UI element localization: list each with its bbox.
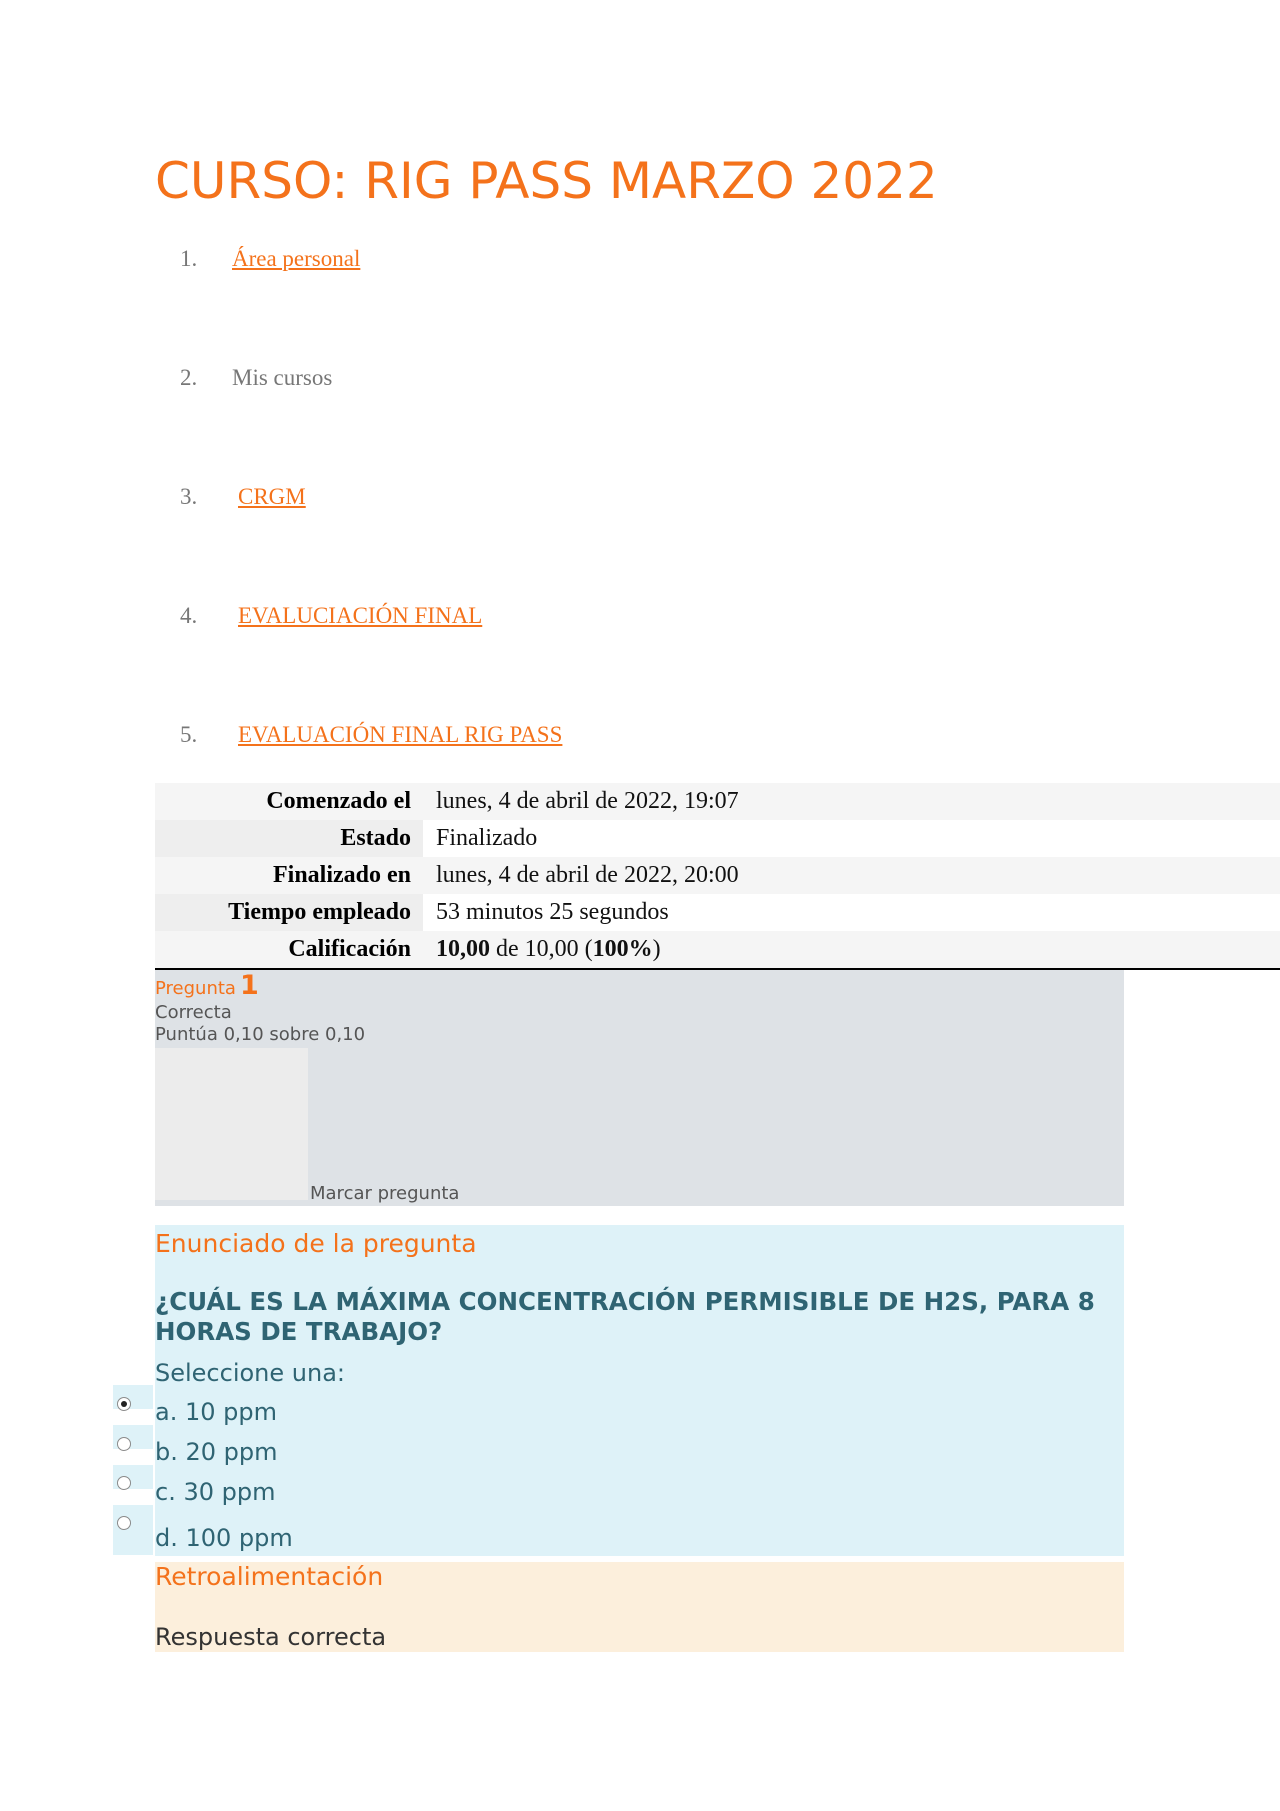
answer-radio-b[interactable] [117, 1437, 131, 1451]
question-number [155, 970, 259, 1001]
question-formulation [155, 1225, 1124, 1556]
summary-row-time [155, 894, 1280, 931]
breadcrumb-item-evaluacion-rig-pass [180, 722, 562, 748]
feedback-heading: Retroalimentación [155, 1562, 384, 1591]
question-label: Pregunta [155, 978, 236, 999]
evaluacion-rig-pass-link[interactable]: EVALUACIÓN FINAL RIG PASS [238, 722, 563, 747]
grade-percent: 100% [592, 936, 653, 962]
summary-label: Estado [155, 820, 423, 857]
question-number-value: 1 [239, 970, 259, 1001]
question-heading: Enunciado de la pregunta [155, 1229, 477, 1258]
summary-value: Finalizado [423, 820, 1280, 857]
summary-row-finished [155, 857, 1280, 894]
question-text: ¿CUÁL ES LA MÁXIMA CONCENTRACIÓN PERMISIBLE DE H2S, PARA 8 HORAS DE TRABAJO? [155, 1287, 1095, 1346]
grade-score: 10,00 [436, 936, 490, 962]
evaluacion-final-link[interactable]: EVALUCIACIÓN FINAL [238, 603, 483, 628]
summary-label: Comenzado el [155, 783, 423, 820]
answer-radio-c[interactable] [117, 1476, 131, 1490]
summary-label: Finalizado en [155, 857, 423, 894]
feedback-panel [155, 1562, 1124, 1652]
answer-option-d[interactable]: d. 100 ppm [155, 1524, 293, 1552]
summary-label: Tiempo empleado [155, 894, 423, 931]
breadcrumb-number: 2. [180, 365, 198, 390]
summary-row-grade [155, 931, 1280, 969]
flag-box [155, 1048, 308, 1200]
summary-value [423, 931, 1280, 969]
area-personal-link[interactable]: Área personal [232, 246, 361, 271]
answer-prompt: Seleccione una: [155, 1359, 345, 1387]
flag-question-link[interactable]: Marcar pregunta [310, 1183, 460, 1204]
question-grade: Puntúa 0,10 sobre 0,10 [155, 1024, 366, 1045]
breadcrumb-item-mis-cursos [180, 365, 332, 391]
breadcrumb-item-crgm [180, 484, 306, 510]
breadcrumb-number: 1. [180, 246, 198, 271]
answer-option-a[interactable]: a. 10 ppm [155, 1398, 277, 1426]
grade-of: de 10,00 ( [490, 936, 593, 962]
answer-radio-d[interactable] [117, 1516, 131, 1530]
breadcrumb-number: 3. [180, 484, 198, 509]
answer-option-c[interactable]: c. 30 ppm [155, 1478, 276, 1506]
page-title: CURSO: RIG PASS MARZO 2022 [155, 152, 938, 210]
summary-value: lunes, 4 de abril de 2022, 19:07 [423, 783, 1280, 820]
answer-radio-a[interactable] [117, 1397, 131, 1411]
answer-option-b[interactable]: b. 20 ppm [155, 1438, 278, 1466]
grade-close: ) [652, 936, 661, 962]
radio-background [113, 1505, 153, 1555]
summary-value: lunes, 4 de abril de 2022, 20:00 [423, 857, 1280, 894]
question-state: Correcta [155, 1002, 232, 1023]
summary-row-state [155, 820, 1280, 857]
question-info-panel [155, 970, 1124, 1206]
crgm-link[interactable]: CRGM [238, 484, 306, 509]
breadcrumb-number: 5. [180, 722, 198, 747]
mis-cursos-label: Mis cursos [232, 365, 333, 390]
summary-value: 53 minutos 25 segundos [423, 894, 1280, 931]
summary-row-started [155, 783, 1280, 820]
summary-label: Calificación [155, 931, 423, 969]
breadcrumb-item-evaluacion-final [180, 603, 482, 629]
breadcrumb-number: 4. [180, 603, 198, 628]
attempt-summary-table [155, 783, 1280, 970]
breadcrumb-item-area-personal [180, 246, 360, 272]
feedback-text: Respuesta correcta [155, 1623, 387, 1651]
